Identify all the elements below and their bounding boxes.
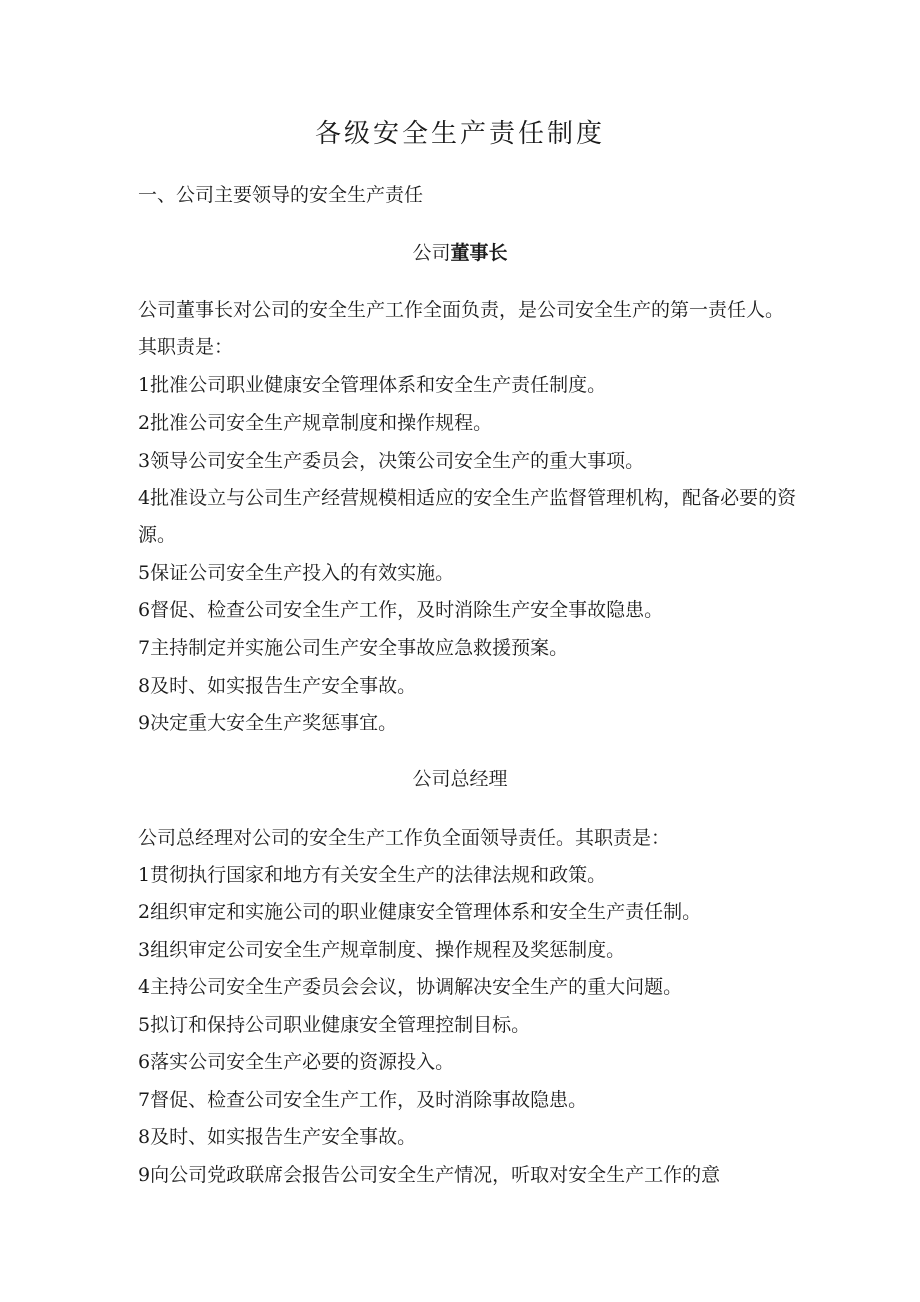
chairman-item-8: 8及时、如实报告生产安全事故。 <box>138 675 417 697</box>
chairman-item-5: 5保证公司安全生产投入的有效实施。 <box>138 562 455 584</box>
role-title-chairman-bold: 董事长 <box>450 242 508 264</box>
chairman-item-4: 4批准设立与公司生产经营规模相适应的安全生产监督管理机构，配备必要的资源。 <box>138 487 797 546</box>
role-title-chairman <box>0 238 920 268</box>
chairman-item-6: 6督促、检查公司安全生产工作，及时消除生产安全事故隐患。 <box>138 599 664 621</box>
gm-item-4: 4主持公司安全生产委员会会议，协调解决安全生产的重大问题。 <box>138 976 683 998</box>
gm-item-3: 3组织审定公司安全生产规章制度、操作规程及奖惩制度。 <box>138 939 626 961</box>
gm-item-2: 2组织审定和实施公司的职业健康安全管理体系和安全生产责任制。 <box>138 901 702 923</box>
chairman-item-3: 3领导公司安全生产委员会，决策公司安全生产的重大事项。 <box>138 450 645 472</box>
gm-item-9: 9向公司党政联席会报告公司安全生产情况，听取对安全生产工作的意 <box>138 1164 721 1186</box>
chairman-item-1: 1批准公司职业健康安全管理体系和安全生产责任制度。 <box>138 374 607 396</box>
gm-item-6: 6落实公司安全生产必要的资源投入。 <box>138 1051 455 1073</box>
role-title-chairman-prefix: 公司 <box>412 242 451 264</box>
chairman-item-7: 7主持制定并实施公司生产安全事故应急救援预案。 <box>138 637 569 659</box>
chairman-item-2: 2批准公司安全生产规章制度和操作规程。 <box>138 412 493 434</box>
gm-item-7: 7督促、检查公司安全生产工作，及时消除事故隐患。 <box>138 1089 588 1111</box>
chairman-item-9: 9决定重大安全生产奖惩事宜。 <box>138 712 398 734</box>
document-title: 各级安全生产责任制度 <box>314 119 605 149</box>
gm-item-5: 5拟订和保持公司职业健康安全管理控制目标。 <box>138 1014 531 1036</box>
gm-intro: 公司总经理对公司的安全生产工作负全面领导责任。其职责是： <box>138 827 671 849</box>
section-heading: 一、公司主要领导的安全生产责任 <box>138 184 424 206</box>
gm-item-1: 1贯彻执行国家和地方有关安全生产的法律法规和政策。 <box>138 864 607 886</box>
chairman-intro: 公司董事长对公司的安全生产工作全面负责，是公司安全生产的第一责任人。其职责是： <box>138 299 785 358</box>
gm-item-8: 8及时、如实报告生产安全事故。 <box>138 1126 417 1148</box>
role-title-general-manager: 公司总经理 <box>412 768 508 790</box>
